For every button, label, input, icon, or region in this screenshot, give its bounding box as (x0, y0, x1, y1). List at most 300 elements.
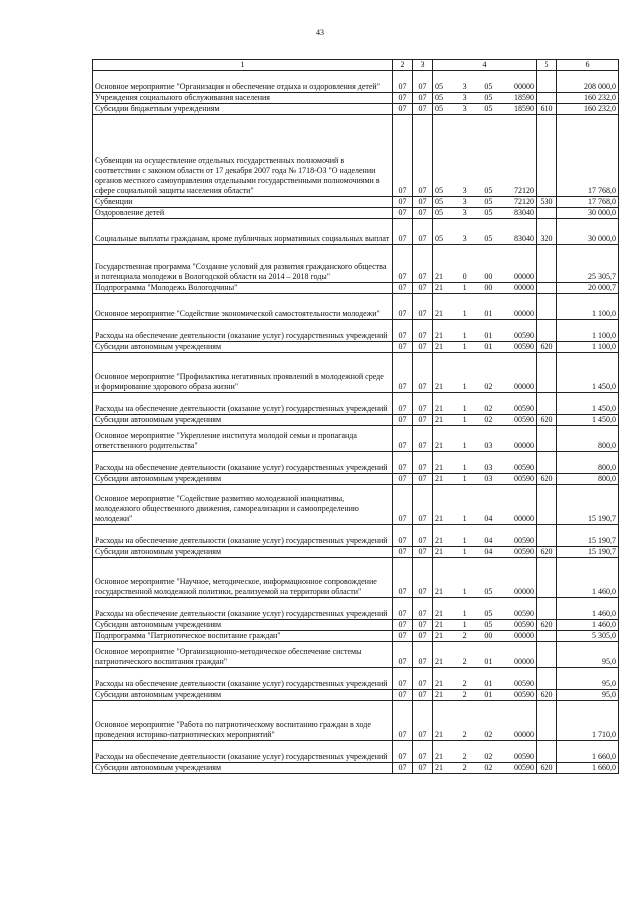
table-row (93, 485, 619, 525)
code-direction: 00590 (513, 547, 534, 556)
code-activity: 01 (484, 331, 493, 340)
row-subsection: 07 (413, 668, 433, 690)
code-activity: 04 (484, 514, 493, 523)
row-name: Субсидии автономным учреждениям (93, 547, 393, 558)
row-subsection: 07 (413, 631, 433, 642)
row-amount: 160 232,0 (557, 104, 619, 115)
row-section: 07 (393, 620, 413, 631)
code-direction: 00000 (513, 272, 534, 281)
code-activity: 01 (484, 309, 493, 318)
table-row (93, 208, 619, 219)
row-section: 07 (393, 342, 413, 353)
row-expense-type (537, 741, 557, 763)
table-row (93, 415, 619, 426)
row-expense-type (537, 525, 557, 547)
row-section: 07 (393, 642, 413, 668)
row-amount: 1 660,0 (557, 741, 619, 763)
row-section: 07 (393, 71, 413, 93)
row-subsection: 07 (413, 93, 433, 104)
code-activity: 05 (484, 609, 493, 618)
row-section: 07 (393, 525, 413, 547)
row-subsection: 07 (413, 115, 433, 197)
table-row (93, 631, 619, 642)
row-section: 07 (393, 701, 413, 741)
code-subprogram: 2 (462, 657, 467, 666)
code-direction: 00000 (513, 730, 534, 739)
row-expense-type (537, 208, 557, 219)
row-subsection: 07 (413, 547, 433, 558)
row-expense-type (537, 115, 557, 197)
table-header-row (93, 60, 619, 71)
row-section: 07 (393, 245, 413, 283)
table-row (93, 701, 619, 741)
code-subprogram: 1 (462, 309, 467, 318)
code-program: 21 (435, 547, 443, 556)
row-target-code (433, 547, 537, 558)
row-expense-type (537, 598, 557, 620)
row-amount: 17 768,0 (557, 115, 619, 197)
table-row (93, 741, 619, 763)
row-subsection: 07 (413, 353, 433, 393)
code-subprogram: 2 (462, 730, 467, 739)
code-direction: 00590 (513, 331, 534, 340)
code-activity: 00 (484, 272, 493, 281)
row-name: Основное мероприятие "Научное, методическое, информационное сопровождение государственной молодежной политики, реализуемой на территории области" (93, 558, 393, 598)
table-row (93, 219, 619, 245)
row-subsection: 07 (413, 104, 433, 115)
row-expense-type (537, 294, 557, 320)
code-activity: 03 (484, 463, 493, 472)
row-subsection: 07 (413, 558, 433, 598)
code-direction: 18590 (513, 93, 534, 102)
row-section: 07 (393, 294, 413, 320)
code-activity: 00 (484, 283, 493, 292)
table-row (93, 598, 619, 620)
code-activity: 02 (484, 382, 493, 391)
row-name: Основное мероприятие "Работа по патриотическому воспитанию граждан в ходе проведения историко-патриотических мероприятий" (93, 701, 393, 741)
row-target-code (433, 415, 537, 426)
code-activity: 05 (484, 587, 493, 596)
row-name: Расходы на обеспечение деятельности (оказание услуг) государственных учреждений (93, 668, 393, 690)
code-program: 21 (435, 441, 443, 450)
table-row (93, 320, 619, 342)
row-target-code (433, 690, 537, 701)
code-subprogram: 2 (462, 679, 467, 688)
code-program: 21 (435, 679, 443, 688)
code-subprogram: 3 (462, 93, 467, 102)
row-section: 07 (393, 741, 413, 763)
row-expense-type (537, 558, 557, 598)
code-activity: 05 (484, 82, 493, 91)
code-activity: 01 (484, 342, 493, 351)
table-row (93, 690, 619, 701)
table-row (93, 620, 619, 631)
row-section: 07 (393, 393, 413, 415)
row-section: 07 (393, 208, 413, 219)
row-expense-type (537, 320, 557, 342)
row-expense-type: 610 (537, 104, 557, 115)
row-name: Расходы на обеспечение деятельности (оказание услуг) государственных учреждений (93, 598, 393, 620)
code-subprogram: 1 (462, 514, 467, 523)
code-program: 21 (435, 272, 443, 281)
row-section: 07 (393, 320, 413, 342)
row-target-code (433, 474, 537, 485)
row-name: Расходы на обеспечение деятельности (оказание услуг) государственных учреждений (93, 525, 393, 547)
code-program: 21 (435, 309, 443, 318)
code-program: 21 (435, 474, 443, 483)
row-amount: 30 000,0 (557, 219, 619, 245)
row-name: Основное мероприятие "Организация и обеспечение отдыха и оздоровления детей" (93, 71, 393, 93)
code-activity: 02 (484, 752, 493, 761)
row-name: Учреждения социального обслуживания населения (93, 93, 393, 104)
code-subprogram: 1 (462, 536, 467, 545)
row-amount: 1 460,0 (557, 558, 619, 598)
row-expense-type: 620 (537, 547, 557, 558)
row-target-code (433, 197, 537, 208)
code-activity: 00 (484, 631, 493, 640)
code-subprogram: 1 (462, 587, 467, 596)
code-direction: 00590 (513, 404, 534, 413)
table-row (93, 393, 619, 415)
table-row (93, 283, 619, 294)
row-target-code (433, 71, 537, 93)
table-row (93, 353, 619, 393)
row-subsection: 07 (413, 598, 433, 620)
row-section: 07 (393, 415, 413, 426)
row-name: Субсидии автономным учреждениям (93, 620, 393, 631)
budget-table (92, 59, 619, 774)
code-program: 21 (435, 730, 443, 739)
row-section: 07 (393, 353, 413, 393)
code-program: 21 (435, 631, 443, 640)
code-program: 21 (435, 463, 443, 472)
code-program: 21 (435, 283, 443, 292)
code-subprogram: 2 (462, 690, 467, 699)
row-section: 07 (393, 547, 413, 558)
row-expense-type: 620 (537, 474, 557, 485)
row-amount: 800,0 (557, 426, 619, 452)
row-target-code (433, 93, 537, 104)
code-program: 21 (435, 342, 443, 351)
row-amount: 1 450,0 (557, 415, 619, 426)
row-expense-type (537, 642, 557, 668)
code-subprogram: 3 (462, 104, 467, 113)
code-subprogram: 1 (462, 441, 467, 450)
row-subsection: 07 (413, 320, 433, 342)
row-name: Государственная программа "Создание условий для развития гражданского общества и потенциала молодежи в Вологодской области на 2014 – 2018 годы" (93, 245, 393, 283)
code-program: 21 (435, 609, 443, 618)
row-subsection: 07 (413, 701, 433, 741)
table-body (93, 71, 619, 774)
table-row (93, 474, 619, 485)
code-direction: 00590 (513, 474, 534, 483)
row-subsection: 07 (413, 474, 433, 485)
row-name: Оздоровление детей (93, 208, 393, 219)
row-section: 07 (393, 558, 413, 598)
row-expense-type (537, 485, 557, 525)
row-target-code (433, 525, 537, 547)
code-program: 05 (435, 104, 443, 113)
row-amount: 1 100,0 (557, 320, 619, 342)
row-name: Основное мероприятие "Содействие экономической самостоятельности молодежи" (93, 294, 393, 320)
code-direction: 00590 (513, 752, 534, 761)
row-target-code (433, 668, 537, 690)
row-expense-type: 620 (537, 763, 557, 774)
row-section: 07 (393, 93, 413, 104)
row-section: 07 (393, 426, 413, 452)
row-section: 07 (393, 668, 413, 690)
code-activity: 05 (484, 620, 493, 629)
row-expense-type (537, 426, 557, 452)
row-name: Основное мероприятие "Содействие развитию молодежной инициативы, молодежного общественного движения, самореализации и самоопределению молодежи" (93, 485, 393, 525)
code-program: 05 (435, 197, 443, 206)
row-amount: 15 190,7 (557, 485, 619, 525)
code-subprogram: 1 (462, 620, 467, 629)
code-direction: 00000 (513, 441, 534, 450)
code-direction: 72120 (513, 186, 534, 195)
code-direction: 00000 (513, 514, 534, 523)
row-target-code (433, 283, 537, 294)
code-subprogram: 1 (462, 342, 467, 351)
row-amount: 800,0 (557, 452, 619, 474)
row-name: Субсидии автономным учреждениям (93, 474, 393, 485)
row-expense-type (537, 353, 557, 393)
row-target-code (433, 320, 537, 342)
row-subsection: 07 (413, 219, 433, 245)
code-activity: 05 (484, 93, 493, 102)
code-direction: 00590 (513, 463, 534, 472)
code-program: 05 (435, 234, 443, 243)
code-direction: 00590 (513, 415, 534, 424)
row-section: 07 (393, 763, 413, 774)
row-expense-type (537, 93, 557, 104)
row-section: 07 (393, 631, 413, 642)
row-subsection: 07 (413, 71, 433, 93)
code-activity: 05 (484, 197, 493, 206)
row-target-code (433, 208, 537, 219)
row-name: Подпрограмма "Патриотическое воспитание граждан" (93, 631, 393, 642)
row-amount: 30 000,0 (557, 208, 619, 219)
column-header: 2 (393, 60, 413, 71)
row-name: Субсидии автономным учреждениям (93, 342, 393, 353)
code-direction: 00000 (513, 657, 534, 666)
code-direction: 00000 (513, 587, 534, 596)
code-activity: 02 (484, 763, 493, 772)
row-expense-type (537, 245, 557, 283)
row-target-code (433, 763, 537, 774)
row-name: Субсидии автономным учреждениям (93, 763, 393, 774)
row-amount: 95,0 (557, 690, 619, 701)
code-program: 21 (435, 415, 443, 424)
code-program: 05 (435, 82, 443, 91)
row-name: Социальные выплаты гражданам, кроме публичных нормативных социальных выплат (93, 219, 393, 245)
table-row (93, 668, 619, 690)
code-activity: 05 (484, 186, 493, 195)
row-expense-type: 620 (537, 620, 557, 631)
code-subprogram: 3 (462, 82, 467, 91)
code-direction: 00000 (513, 309, 534, 318)
row-amount: 800,0 (557, 474, 619, 485)
table-row (93, 93, 619, 104)
code-subprogram: 2 (462, 763, 467, 772)
code-direction: 00590 (513, 609, 534, 618)
row-target-code (433, 342, 537, 353)
row-name: Основное мероприятие "Укрепление института молодой семьи и пропаганда ответственного родительства" (93, 426, 393, 452)
row-target-code (433, 558, 537, 598)
code-program: 21 (435, 690, 443, 699)
code-subprogram: 1 (462, 609, 467, 618)
row-expense-type (537, 393, 557, 415)
row-target-code (433, 631, 537, 642)
table-row (93, 115, 619, 197)
table-row (93, 342, 619, 353)
row-amount: 15 190,7 (557, 525, 619, 547)
code-program: 21 (435, 536, 443, 545)
row-target-code (433, 426, 537, 452)
column-header: 5 (537, 60, 557, 71)
row-subsection: 07 (413, 525, 433, 547)
row-name: Субсидии автономным учреждениям (93, 415, 393, 426)
row-amount: 1 100,0 (557, 294, 619, 320)
row-amount: 1 460,0 (557, 598, 619, 620)
row-amount: 17 768,0 (557, 197, 619, 208)
code-direction: 00590 (513, 763, 534, 772)
row-subsection: 07 (413, 197, 433, 208)
column-header: 4 (433, 60, 537, 71)
row-amount: 95,0 (557, 668, 619, 690)
page-number: 43 (316, 28, 324, 37)
code-direction: 83040 (513, 234, 534, 243)
code-activity: 05 (484, 234, 493, 243)
code-subprogram: 1 (462, 283, 467, 292)
row-expense-type: 620 (537, 342, 557, 353)
row-expense-type: 620 (537, 690, 557, 701)
row-subsection: 07 (413, 208, 433, 219)
row-amount: 160 232,0 (557, 93, 619, 104)
row-amount: 20 000,7 (557, 283, 619, 294)
code-program: 21 (435, 514, 443, 523)
row-expense-type (537, 701, 557, 741)
row-section: 07 (393, 115, 413, 197)
row-amount: 208 000,0 (557, 71, 619, 93)
code-direction: 00590 (513, 536, 534, 545)
code-activity: 03 (484, 441, 493, 450)
row-section: 07 (393, 283, 413, 294)
row-name: Расходы на обеспечение деятельности (оказание услуг) государственных учреждений (93, 741, 393, 763)
code-activity: 05 (484, 208, 493, 217)
row-name: Субвенции на осуществление отдельных государственных полномочий в соответствии с законом области от 17 декабря 2007 года № 1718-ОЗ "О наделении органов местного самоуправления отдельными государственными полномочиями в сфере социальной защиты населения области" (93, 115, 393, 197)
code-direction: 00000 (513, 283, 534, 292)
row-name: Расходы на обеспечение деятельности (оказание услуг) государственных учреждений (93, 393, 393, 415)
code-program: 21 (435, 382, 443, 391)
table-row (93, 245, 619, 283)
code-subprogram: 3 (462, 186, 467, 195)
row-subsection: 07 (413, 452, 433, 474)
code-activity: 01 (484, 657, 493, 666)
code-program: 21 (435, 404, 443, 413)
row-section: 07 (393, 485, 413, 525)
code-direction: 18590 (513, 104, 534, 113)
row-name: Субсидии автономным учреждениям (93, 690, 393, 701)
row-subsection: 07 (413, 342, 433, 353)
code-program: 05 (435, 186, 443, 195)
table-row (93, 452, 619, 474)
row-expense-type (537, 71, 557, 93)
code-subprogram: 1 (462, 331, 467, 340)
code-subprogram: 1 (462, 415, 467, 424)
row-subsection: 07 (413, 393, 433, 415)
row-amount: 1 450,0 (557, 353, 619, 393)
table-row (93, 642, 619, 668)
code-activity: 05 (484, 104, 493, 113)
code-direction: 83040 (513, 208, 534, 217)
code-activity: 03 (484, 474, 493, 483)
row-target-code (433, 219, 537, 245)
row-name: Расходы на обеспечение деятельности (оказание услуг) государственных учреждений (93, 320, 393, 342)
row-target-code (433, 104, 537, 115)
table-row (93, 104, 619, 115)
code-program: 21 (435, 763, 443, 772)
row-section: 07 (393, 474, 413, 485)
code-subprogram: 3 (462, 197, 467, 206)
row-target-code (433, 353, 537, 393)
row-subsection: 07 (413, 294, 433, 320)
table-row (93, 294, 619, 320)
code-activity: 04 (484, 547, 493, 556)
row-section: 07 (393, 452, 413, 474)
row-amount: 95,0 (557, 642, 619, 668)
table-row (93, 547, 619, 558)
code-subprogram: 0 (462, 272, 467, 281)
code-direction: 00590 (513, 690, 534, 699)
code-activity: 01 (484, 679, 493, 688)
row-subsection: 07 (413, 426, 433, 452)
row-name: Расходы на обеспечение деятельности (оказание услуг) государственных учреждений (93, 452, 393, 474)
code-activity: 04 (484, 536, 493, 545)
code-program: 21 (435, 752, 443, 761)
code-direction: 00000 (513, 382, 534, 391)
row-section: 07 (393, 219, 413, 245)
row-expense-type (537, 283, 557, 294)
code-activity: 02 (484, 404, 493, 413)
row-expense-type (537, 452, 557, 474)
row-section: 07 (393, 690, 413, 701)
code-subprogram: 1 (462, 547, 467, 556)
row-target-code (433, 115, 537, 197)
row-section: 07 (393, 197, 413, 208)
code-direction: 72120 (513, 197, 534, 206)
row-target-code (433, 598, 537, 620)
row-amount: 1 660,0 (557, 763, 619, 774)
code-activity: 02 (484, 730, 493, 739)
row-name: Основное мероприятие "Организационно-методическое обеспечение системы патриотического воспитания граждан" (93, 642, 393, 668)
row-name: Основное мероприятие "Профилактика негативных проявлений в молодежной среде и формирование здорового образа жизни" (93, 353, 393, 393)
code-subprogram: 1 (462, 404, 467, 413)
row-subsection: 07 (413, 485, 433, 525)
code-program: 21 (435, 331, 443, 340)
row-subsection: 07 (413, 245, 433, 283)
row-subsection: 07 (413, 642, 433, 668)
code-subprogram: 1 (462, 463, 467, 472)
row-subsection: 07 (413, 283, 433, 294)
code-program: 05 (435, 208, 443, 217)
row-target-code (433, 701, 537, 741)
row-amount: 1 460,0 (557, 620, 619, 631)
row-subsection: 07 (413, 620, 433, 631)
row-expense-type: 320 (537, 219, 557, 245)
row-name: Субвенции (93, 197, 393, 208)
code-activity: 02 (484, 415, 493, 424)
